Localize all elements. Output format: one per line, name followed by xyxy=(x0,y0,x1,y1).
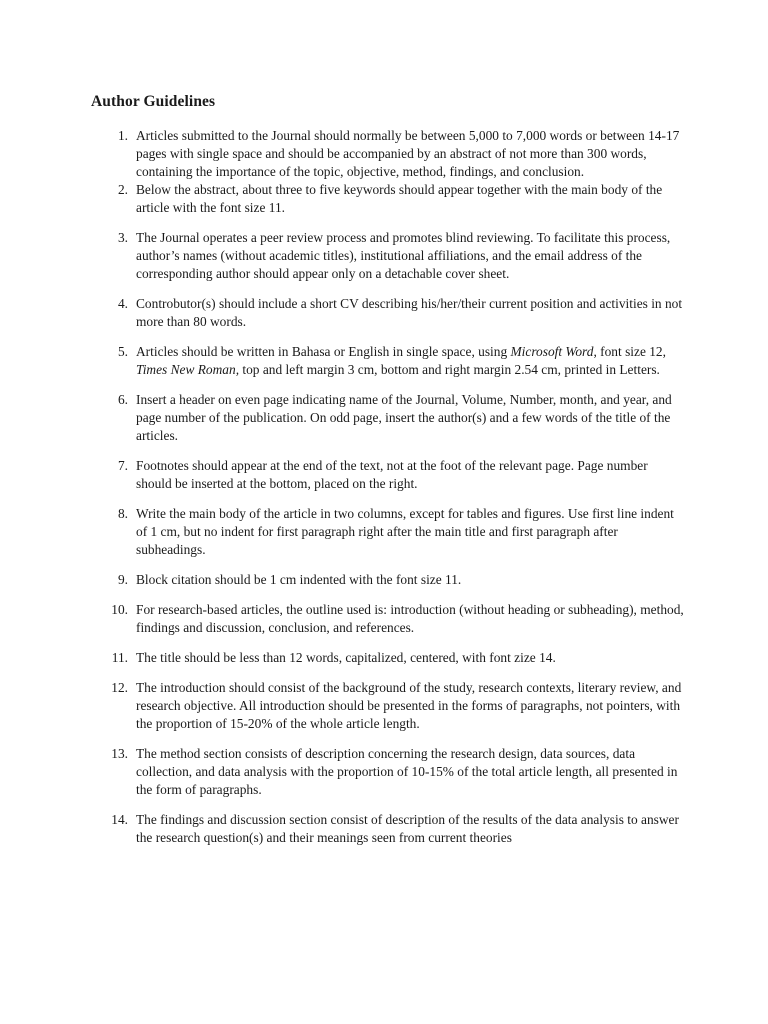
guideline-item xyxy=(106,295,684,331)
guideline-number: 12. xyxy=(111,680,128,695)
guideline-item xyxy=(106,571,684,589)
guideline-item xyxy=(106,457,684,493)
guideline-number: 7. xyxy=(117,458,128,473)
guideline-item xyxy=(106,601,684,637)
guideline-text xyxy=(136,391,684,445)
text-segment: Block citation should be 1 cm indented with the font size 11. xyxy=(136,572,462,587)
document-title: Author Guidelines xyxy=(91,93,216,110)
text-segment: The title should be less than 12 words, capitalized, centered, with font zize 14. xyxy=(136,650,556,665)
guideline-item xyxy=(106,679,684,733)
guideline-number: 6. xyxy=(117,392,128,407)
guideline-number: 14. xyxy=(111,812,128,827)
text-segment: , font size 12, xyxy=(593,344,666,359)
guideline-number: 9. xyxy=(117,572,128,587)
text-segment: Controbutor(s) should include a short CV describing his/her/their current position and activities in not more than 80 words. xyxy=(136,296,683,329)
text-segment: Articles should be written in Bahasa or English in single space, using xyxy=(136,344,511,359)
guideline-text xyxy=(136,181,684,217)
guideline-number: 1. xyxy=(117,128,128,143)
guideline-item xyxy=(106,649,684,667)
guideline-item xyxy=(106,229,684,283)
text-segment: Articles submitted to the Journal should normally be between 5,000 to 7,000 words or between 14-17 pages with single space and should be accompanied by an abstract of not more than 300 words, containing the importance of the topic, objective, method, findings, and conclusion. xyxy=(136,128,680,179)
text-segment: top and left margin 3 cm, bottom and right margin 2.54 cm, printed in Letters. xyxy=(239,362,660,377)
text-segment: The findings and discussion section consist of description of the results of the data analysis to answer the research question(s) and their meanings seen from current theories xyxy=(136,812,679,845)
guideline-item xyxy=(106,745,684,799)
guideline-item xyxy=(106,391,684,445)
guideline-number: 2. xyxy=(117,182,128,197)
guideline-text xyxy=(136,343,684,379)
text-segment: Insert a header on even page indicating name of the Journal, Volume, Number, month, and year, and page number of the publication. On odd page, insert the author(s) and a few words of the title of the articles. xyxy=(136,392,672,443)
text-segment: Write the main body of the article in two columns, except for tables and figures. Use first line indent of 1 cm, but no indent for first paragraph right after the main title and first paragraph after subheadings. xyxy=(136,506,674,557)
text-segment: The Journal operates a peer review process and promotes blind reviewing. To facilitate this process, author’s names (without academic titles), institutional affiliations, and the email address of the corresponding author should appear only on a detachable cover sheet. xyxy=(136,230,671,281)
guideline-item xyxy=(106,811,684,847)
italic-text: Microsoft Word xyxy=(510,344,594,359)
guideline-number: 8. xyxy=(117,506,128,521)
guideline-number: 11. xyxy=(111,650,128,665)
guideline-text xyxy=(136,745,684,799)
guideline-text xyxy=(136,127,684,181)
guideline-item xyxy=(106,343,684,379)
text-segment: For research-based articles, the outline used is: introduction (without heading or subheading), method, findings and discussion, conclusion, and references. xyxy=(136,602,684,635)
italic-text: Times New Roman, xyxy=(136,362,240,377)
guideline-number: 4. xyxy=(117,296,128,311)
guideline-number: 5. xyxy=(117,344,128,359)
guideline-text xyxy=(136,679,684,733)
guideline-item xyxy=(106,181,684,217)
guidelines-list xyxy=(106,127,684,859)
guideline-text xyxy=(136,601,684,637)
guideline-text xyxy=(136,649,684,667)
text-segment: The method section consists of description concerning the research design, data sources, data collection, and data analysis with the proportion of 10-15% of the total article length, all presented in the form of paragraphs. xyxy=(136,746,678,797)
text-segment: The introduction should consist of the background of the study, research contexts, literary review, and research objective. All introduction should be presented in the forms of paragraphs, not pointers, with the proportion of 15-20% of the whole article length. xyxy=(136,680,682,731)
guideline-number: 10. xyxy=(111,602,128,617)
guideline-text xyxy=(136,229,684,283)
guideline-item xyxy=(106,505,684,559)
guideline-number: 3. xyxy=(117,230,128,245)
guideline-text xyxy=(136,811,684,847)
text-segment: Footnotes should appear at the end of the text, not at the foot of the relevant page. Page number should be inserted at the bottom, placed on the right. xyxy=(136,458,648,491)
guideline-item xyxy=(106,127,684,181)
guideline-text xyxy=(136,571,684,589)
text-segment: Below the abstract, about three to five keywords should appear together with the main body of the article with the font size 11. xyxy=(136,182,663,215)
guideline-number: 13. xyxy=(111,746,128,761)
guideline-text xyxy=(136,457,684,493)
guideline-text xyxy=(136,505,684,559)
guideline-text xyxy=(136,295,684,331)
